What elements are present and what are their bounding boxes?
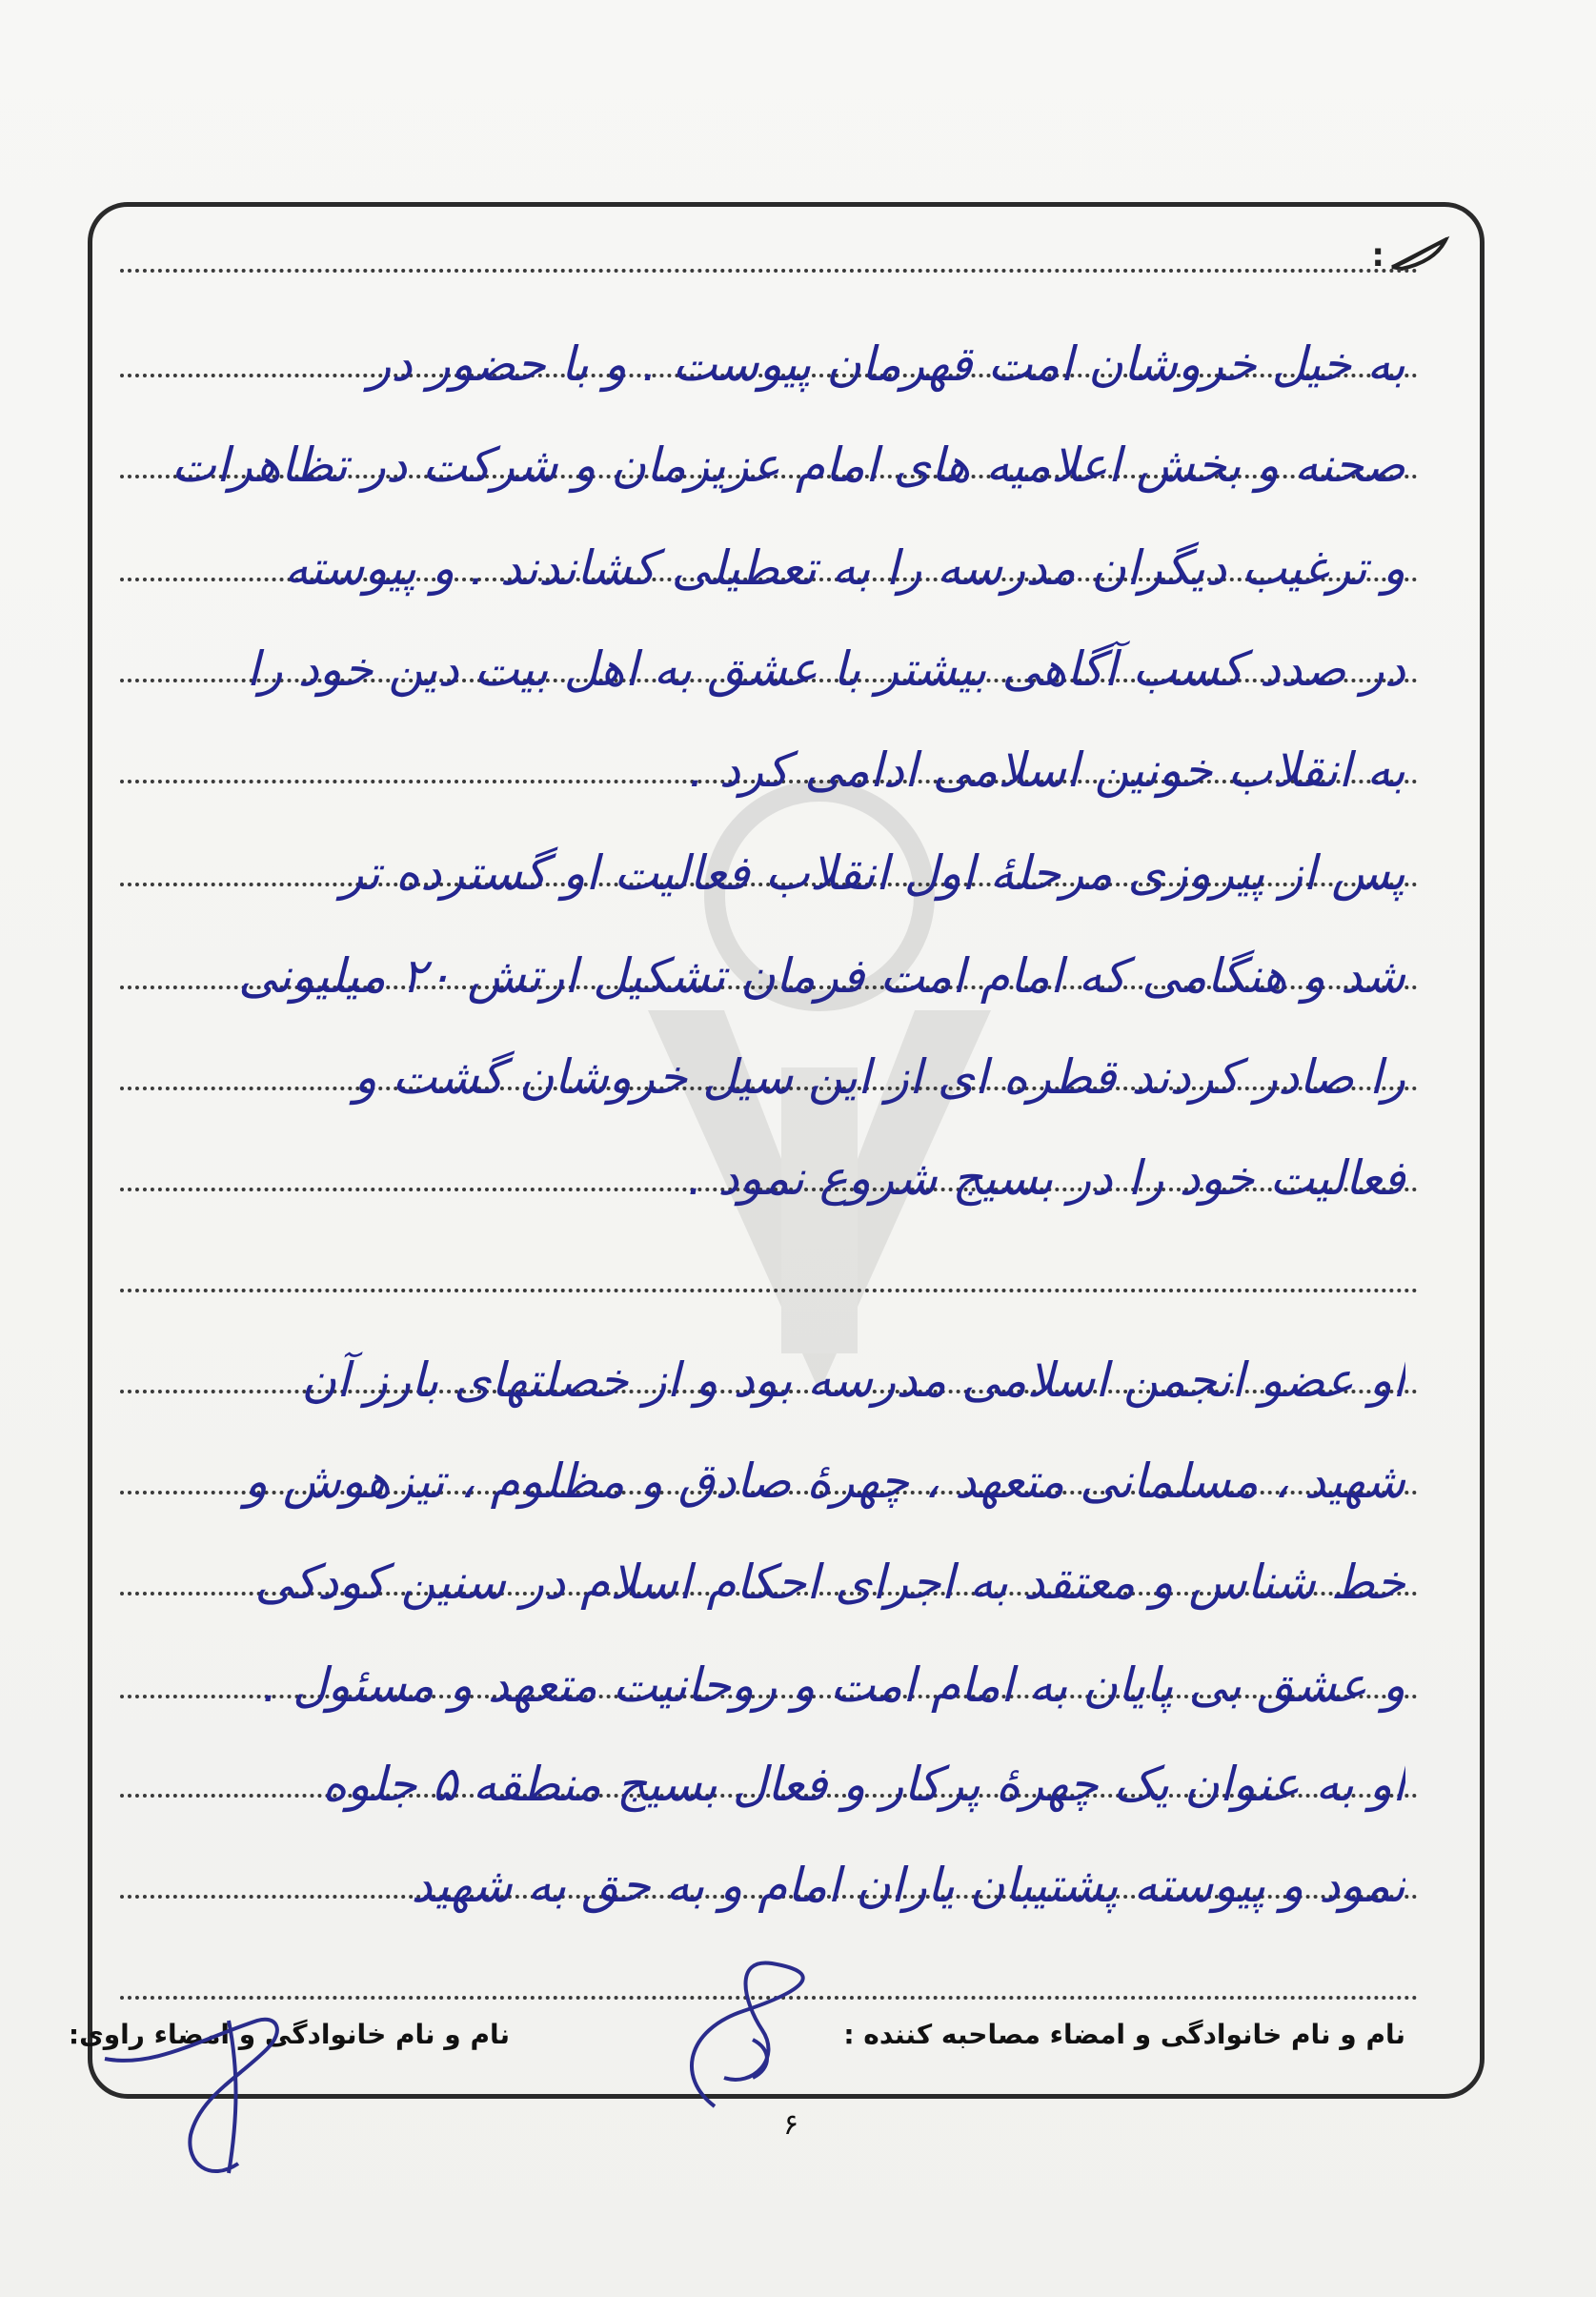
narrator-signature [95,1982,314,2192]
quill-pen-icon [1388,234,1455,273]
handwritten-line: خط شناس و معتقد به اجرای احکام اسلام در سنین کودکی [254,1555,1405,1610]
handwritten-line: به خیل خروشان امت قهرمان پیوست . و با حضور در [368,336,1405,392]
handwritten-line: شد و هنگامی که امام امت فرمان تشکیل ارتش ۲۰ میلیونی [238,948,1405,1004]
page-number: ۶ [782,2108,799,2142]
handwritten-line: و عشق بی پایان به امام امت و روحانیت متعهد و مسئول . [262,1657,1405,1713]
handwritten-line: او به عنوان یک چهرهٔ پرکار و فعال بسیج منطقه ۵ جلوه [321,1757,1405,1812]
handwritten-line: را صادر کردند قطره ای از این سیل خروشان گشت و [354,1049,1405,1105]
handwritten-line: شهید ، مسلمانی متعهد ، چهرهٔ صادق و مظلوم ، تیزهوش و [244,1453,1405,1509]
handwritten-line: در صدد کسب آگاهی بیشتر با عشق به اهل بیت دین خود را [246,641,1405,697]
handwritten-line: پس از پیروزی مرحلهٔ اول انقلاب فعالیت او گسترده تر [340,845,1405,901]
handwritten-line [148,1250,1405,1311]
handwritten-line: و ترغیب دیگران مدرسه را به تعطیلی کشاندند . و پیوسته [284,540,1405,596]
interviewer-signature [657,1944,848,2116]
handwritten-line: نمود و پیوسته پشتیبان یاران امام و به حق به شهید [411,1858,1405,1913]
narrator-signature-label: نام و نام خانوادگی و امضاء راوی: [68,2019,510,2050]
handwritten-line: به انقلاب خونین اسلامی ادامی کرد . [688,742,1405,798]
handwritten-line: صحنه و بخش اعلامیه های امام عزیزمان و شرکت در تظاهرات [171,437,1405,493]
header-mark: : [1371,236,1384,274]
handwritten-line: فعالیت خود را در بسیج شروع نمود . [687,1150,1405,1206]
handwritten-line: او عضو انجمن اسلامی مدرسه بود و از خصلتهای بارز آن [301,1352,1405,1408]
interviewer-signature-label: نام و نام خانوادگی و امضاء مصاحبه کننده : [843,2019,1405,2050]
ruled-dotted-line [120,269,1418,273]
